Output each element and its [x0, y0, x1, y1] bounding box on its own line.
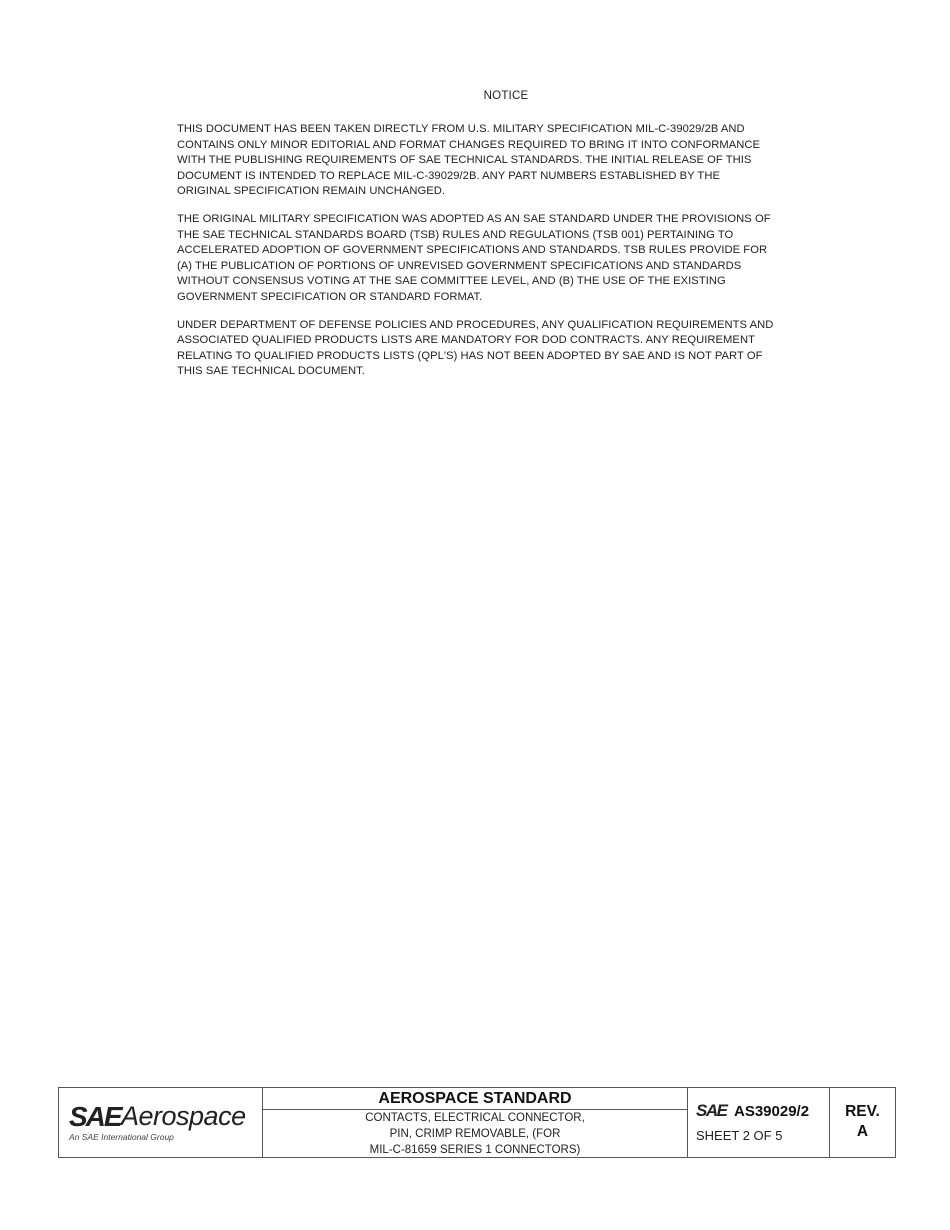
aerospace-wordmark: Aerospace [121, 1101, 246, 1131]
text-line: THE SAE TECHNICAL STANDARDS BOARD (TSB) RULES AND REGULATIONS (TSB 001) PERTAINING TO [177, 228, 734, 241]
text-line: DOCUMENT IS INTENDED TO REPLACE MIL-C-39029/2B. ANY PART NUMBERS ESTABLISHED BY THE [177, 169, 720, 182]
document-number-cell [688, 1088, 830, 1157]
notice-body [177, 122, 842, 392]
sae-logo-mark: SAE [69, 1101, 121, 1132]
sae-small-logo: SAE [696, 1101, 727, 1120]
text-line: GOVERNMENT SPECIFICATION OR STANDARD FORMAT. [177, 290, 483, 303]
text-line: UNDER DEPARTMENT OF DEFENSE POLICIES AND PROCEDURES, ANY QUALIFICATION REQUIREMENTS AND [177, 318, 774, 331]
notice-paragraph-3 [177, 318, 842, 380]
text-line: ACCELERATED ADOPTION OF GOVERNMENT SPECIFICATIONS AND STANDARDS. TSB RULES PROVIDE FOR [177, 244, 768, 257]
revision-label: REV. [845, 1103, 880, 1120]
text-line: THIS DOCUMENT HAS BEEN TAKEN DIRECTLY FROM U.S. MILITARY SPECIFICATION MIL-C-39029/2B AND [177, 123, 745, 135]
standard-heading: AEROSPACE STANDARD [263, 1088, 687, 1110]
logo-tagline: An SAE International Group [69, 1132, 174, 1142]
description-line: CONTACTS, ELECTRICAL CONNECTOR, [365, 1112, 585, 1124]
title-block [58, 1087, 896, 1158]
text-line: CONTAINS ONLY MINOR EDITORIAL AND FORMAT CHANGES REQUIRED TO BRING IT INTO CONFORMANCE [177, 138, 761, 151]
sheet-number: SHEET 2 OF 5 [696, 1128, 783, 1143]
description-line: MIL-C-81659 SERIES 1 CONNECTORS) [369, 1143, 581, 1156]
text-line: ASSOCIATED QUALIFIED PRODUCTS LISTS ARE MANDATORY FOR DOD CONTRACTS. ANY REQUIREMENT [177, 334, 755, 347]
document-number: AS39029/2 [734, 1103, 810, 1120]
notice-title: NOTICE [483, 90, 529, 102]
revision-value: A [856, 1123, 869, 1140]
text-line: (A) THE PUBLICATION OF PORTIONS OF UNREVISED GOVERNMENT SPECIFICATIONS AND STANDARDS [177, 259, 742, 272]
text-line: THE ORIGINAL MILITARY SPECIFICATION WAS ADOPTED AS AN SAE STANDARD UNDER THE PROVISIONS OF [177, 212, 771, 225]
document-description [263, 1110, 687, 1158]
revision-cell [830, 1088, 895, 1157]
text-line: ORIGINAL SPECIFICATION REMAIN UNCHANGED. [177, 185, 446, 198]
text-line: THIS SAE TECHNICAL DOCUMENT. [177, 365, 365, 378]
notice-paragraph-2 [177, 212, 842, 306]
sae-aerospace-logo [59, 1088, 263, 1157]
description-line: PIN, CRIMP REMOVABLE, (FOR [389, 1127, 561, 1140]
text-line: RELATING TO QUALIFIED PRODUCTS LISTS (QPL'S) HAS NOT BEEN ADOPTED BY SAE AND IS NOT PART OF [177, 349, 763, 362]
title-cell [263, 1088, 688, 1157]
text-line: WITH THE PUBLISHING REQUIREMENTS OF SAE TECHNICAL STANDARDS. THE INITIAL RELEASE OF THIS [177, 154, 752, 167]
text-line: WITHOUT CONSENSUS VOTING AT THE SAE COMMITTEE LEVEL, AND (B) THE USE OF THE EXISTING [177, 275, 726, 288]
notice-paragraph-1 [177, 122, 842, 200]
